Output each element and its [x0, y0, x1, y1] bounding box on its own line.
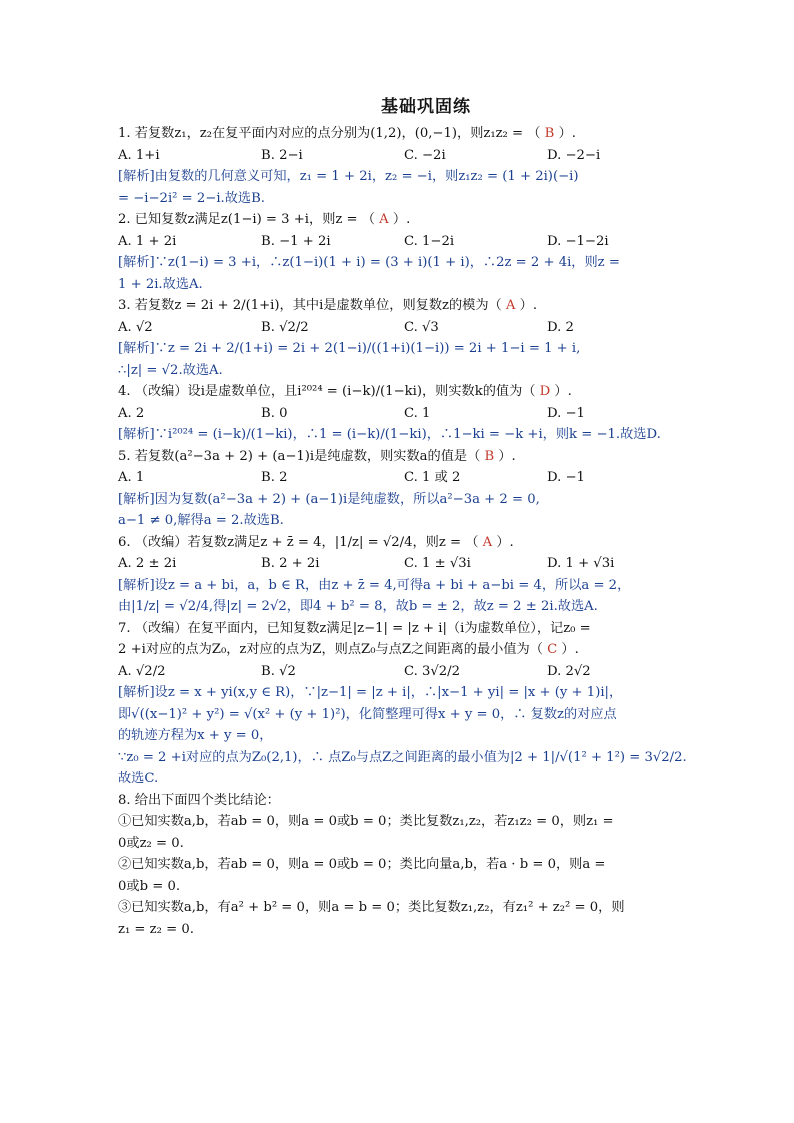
answer-options [118, 145, 734, 167]
explanation-line: ∵z₀ = 2 +i对应的点为Z₀(2,1)，∴ 点Z₀与点Z之间距离的最小值为|2 + 1|/√(1² + 1²) = 3√2/2. [118, 749, 687, 765]
answer-option: A. 2 ± 2i [118, 556, 177, 571]
answer-options [118, 661, 734, 683]
answer-option: B. 0 [261, 405, 288, 421]
answer-option: A. 1 [118, 470, 145, 485]
explanation-line: 故选C. [118, 771, 159, 786]
question-line: 6. （改编）若复数z满足z + z̄ = 4，|1/z| = √2/4，则z = （ A ）. [118, 534, 514, 550]
answer-option: B. √2 [261, 663, 296, 679]
answer-option: C. 3√2/2 [404, 663, 461, 679]
question-line: 0或z₂ = 0. [118, 835, 184, 851]
answer-option: C. 1 ± √3i [404, 556, 471, 571]
explanation-line: [解析]∵i²⁰²⁴ = (i−k)/(1−ki)，∴1 = (i−k)/(1−ki)，∴1−ki = −k +i，则k = −1.故选D. [118, 427, 661, 442]
question-line: 0或b = 0. [118, 878, 181, 894]
answer-option: D. −1−2i [547, 233, 609, 249]
answer-options [118, 403, 734, 425]
question-line: 3. 若复数z = 2i + 2/(1+i)，其中i是虚数单位，则复数z的模为（ A ）. [118, 298, 538, 313]
question-line: ②已知实数a,b，若ab = 0，则a = 0或b = 0；类比向量a,b，若a · b = 0，则a = [118, 857, 606, 872]
question-line: z₁ = z₂ = 0. [118, 921, 194, 937]
answer-option: D. 2√2 [547, 663, 591, 679]
answer-option: C. −2i [404, 147, 446, 163]
answer-option: D. −1 [547, 405, 585, 421]
answer-option: A. 1+i [118, 147, 160, 163]
question-line: 7. （改编）在复平面内，已知复数z满足|z−1| = |z + i|（i为虚数单位），记z₀ = [118, 620, 591, 636]
answer-option: A. √2 [118, 319, 153, 335]
answer-option: B. √2/2 [261, 319, 309, 335]
answer-option: C. 1−2i [404, 233, 455, 249]
answer-options [118, 231, 734, 253]
explanation-line: ∴|z| = √2.故选A. [118, 362, 223, 378]
explanation-line: 即√((x−1)² + y²) = √(x² + (y + 1)²)，化简整理可得x + y = 0，∴ 复数z的对应点 [118, 706, 617, 722]
question-line: ①已知实数a,b，若ab = 0，则a = 0或b = 0；类比复数z₁,z₂，若z₁z₂ = 0，则z₁ = [118, 814, 614, 829]
question-line: 1. 若复数z₁，z₂在复平面内对应的点分别为(1,2)，(0,−1)，则z₁z₂ = （ B ）. [118, 126, 576, 141]
explanation-line: [解析]设z = x + yi(x,y ∈ R)，∵|z−1| = |z + i|，∴|x−1 + yi| = |x + (y + 1)i|， [118, 685, 623, 700]
answer-option: B. −1 + 2i [261, 233, 331, 249]
explanation-line: 1 + 2i.故选A. [118, 276, 203, 292]
explanation-line: [解析]由复数的几何意义可知，z₁ = 1 + 2i，z₂ = −i，则z₁z₂ = (1 + 2i)(−i) [118, 169, 579, 184]
answer-option: C. 1 或 2 [404, 470, 461, 485]
question-line: 2. 已知复数z满足z(1−i) = 3 +i，则z = （ A ）. [118, 212, 411, 227]
answer-options [118, 553, 734, 575]
answer-option: D. −1 [547, 470, 585, 485]
answer-option: B. 2 [261, 470, 288, 485]
answer-options [118, 467, 734, 489]
explanation-line: [解析]∵z(1−i) = 3 +i，∴z(1−i)(1 + i) = (3 + i)(1 + i)，∴2z = 2 + 4i，则z = [118, 255, 620, 270]
explanation-line: 由|1/z| = √2/4,得|z| = 2√2，即4 + b² = 8，故b = ± 2，故z = 2 ± 2i.故选A. [118, 599, 598, 614]
question-line: 2 +i对应的点为Z₀，z对应的点为Z，则点Z₀与点Z之间距离的最小值为（ C ）. [118, 642, 579, 657]
answer-option: A. 2 [118, 405, 145, 421]
answer-option: C. 1 [404, 405, 431, 421]
answer-option: A. √2/2 [118, 663, 166, 679]
explanation-line: = −i−2i² = 2−i.故选B. [118, 190, 265, 206]
explanation-line: 的轨迹方程为x + y = 0， [118, 728, 273, 743]
answer-option: D. −2−i [547, 147, 601, 163]
explanation-line: [解析]∵z = 2i + 2/(1+i) = 2i + 2(1−i)/((1+i)(1−i)) = 2i + 1−i = 1 + i, [118, 341, 581, 356]
answer-option: D. 2 [547, 319, 574, 335]
answer-option: D. 1 + √3i [547, 556, 615, 571]
question-line: 8. 给出下面四个类比结论： [118, 792, 280, 808]
question-line: ③已知实数a,b，有a² + b² = 0，则a = b = 0；类比复数z₁,z₂，有z₁² + z₂² = 0，则 [118, 900, 625, 915]
explanation-line: a−1 ≠ 0,解得a = 2.故选B. [118, 513, 284, 528]
answer-option: A. 1 + 2i [118, 233, 177, 249]
answer-options [118, 317, 734, 339]
question-line: 4. （改编）设i是虚数单位，且i²⁰²⁴ = (i−k)/(1−ki)，则实数k的值为（ D ）. [118, 384, 572, 399]
explanation-line: [解析]设z = a + bi，a，b ∈ R，由z + z̄ = 4,可得a + bi + a−bi = 4，所以a = 2， [118, 577, 631, 593]
explanation-line: [解析]因为复数(a²−3a + 2) + (a−1)i是纯虚数，所以a²−3a + 2 = 0, [118, 491, 540, 507]
answer-option: C. √3 [404, 319, 439, 335]
answer-option: B. 2−i [261, 147, 303, 163]
question-line: 5. 若复数(a²−3a + 2) + (a−1)i是纯虚数，则实数a的值是（ B ）. [118, 448, 516, 464]
page-title: 基础巩固练 [381, 97, 471, 117]
answer-option: B. 2 + 2i [261, 556, 320, 571]
document-body [118, 123, 734, 940]
